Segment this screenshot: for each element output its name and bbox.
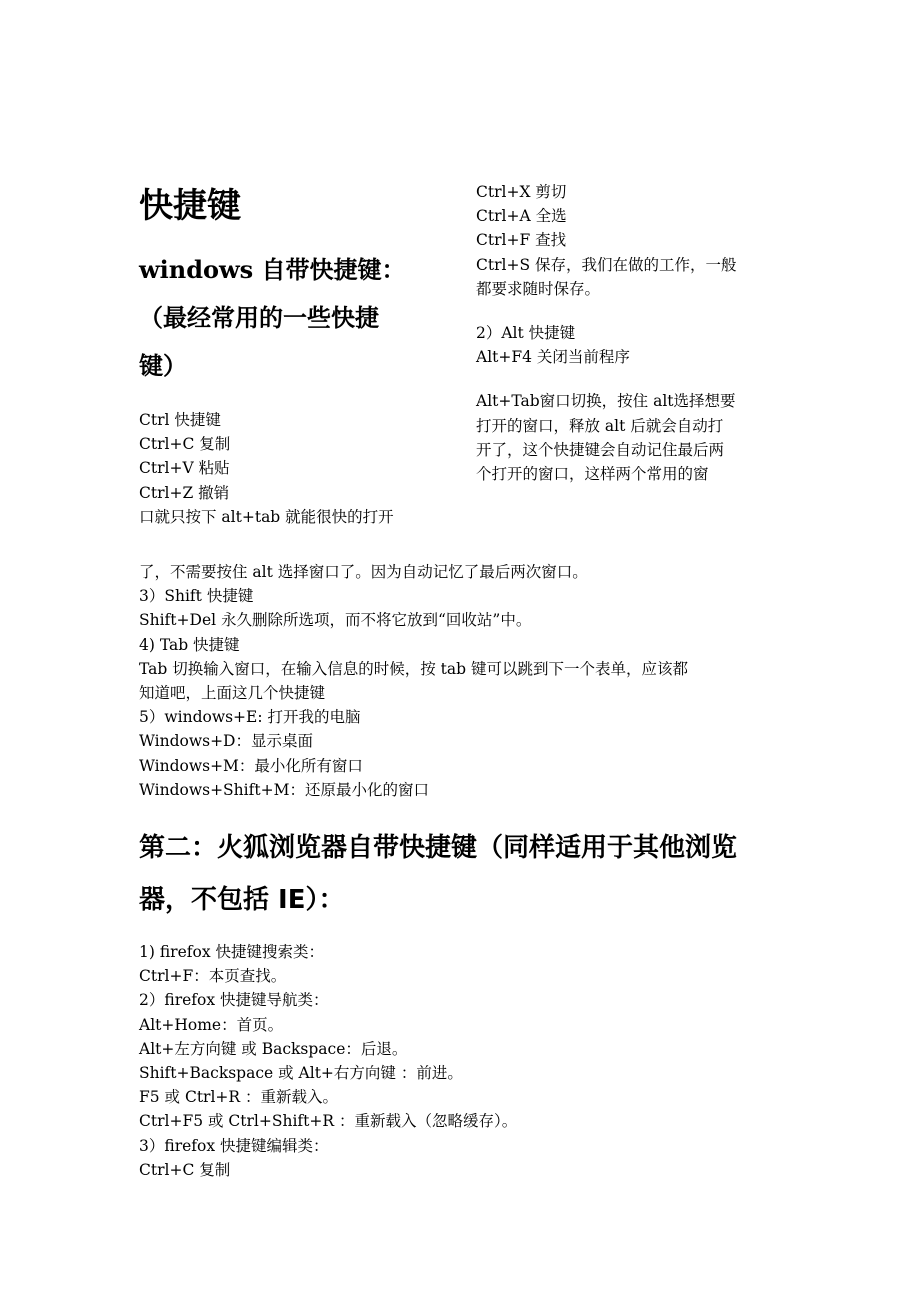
text-line: 4) Tab 快捷键 [139, 635, 240, 654]
section1-continued [139, 560, 799, 802]
page-title: 快捷键 [139, 186, 241, 226]
right-column [476, 180, 796, 486]
text-line: Alt+左方向键 或 Backspace：后退。 [139, 1039, 408, 1058]
text-line: Alt+Home：首页。 [139, 1015, 284, 1034]
section1-heading [139, 246, 459, 390]
firefox-shortcuts-list [139, 940, 799, 1182]
text-line: Ctrl+F5 或 Ctrl+Shift+R ：重新载入（忽略缓存）。 [139, 1112, 518, 1131]
section2-heading-line: 器，不包括 IE）： [139, 885, 345, 915]
text-line: Windows+Shift+M：还原最小化的窗口 [139, 780, 429, 799]
text-line: Ctrl 快捷键 [139, 411, 221, 429]
text-line: Ctrl+Z 撤销 [139, 483, 230, 502]
text-line: Shift+Del 永久删除所选项，而不将它放到“回收站”中。 [139, 611, 532, 630]
text-line: Ctrl+C 复制 [139, 1160, 231, 1179]
text-line: 打开的窗口，释放 alt 后就会自动打 [476, 416, 724, 435]
text-line: Ctrl+F 查找 [476, 231, 567, 250]
text-line: Alt+Tab窗口切换，按住 alt选择想要 [476, 392, 736, 411]
text-line: 都要求随时保存。 [476, 279, 601, 298]
ctrl-shortcuts-list [139, 408, 459, 529]
text-line: 3）Shift 快捷键 [139, 587, 254, 606]
text-line: Ctrl+A 全选 [476, 207, 567, 226]
section2-heading [139, 822, 799, 926]
text-line: Alt+F4 关闭当前程序 [476, 348, 630, 367]
text-line: Ctrl+V 粘贴 [139, 459, 230, 478]
text-line: Ctrl+F：本页查找。 [139, 967, 287, 986]
section1-heading-line: （最经常用的一些快捷 [139, 303, 379, 332]
text-line: Tab 切换输入窗口，在输入信息的时候，按 tab 键可以跳到下一个表单，应该都 [139, 659, 688, 678]
section1-heading-line: 键） [139, 351, 187, 380]
text-line: 2）Alt 快捷键 [476, 324, 576, 343]
text-line: 3）firefox 快捷键编辑类： [139, 1136, 329, 1155]
text-line: Ctrl+X 剪切 [476, 183, 567, 201]
text-line: 口就只按下 alt+tab 就能很快的打开 [139, 507, 394, 526]
text-line: 开了，这个快捷键会自动记住最后两 [476, 440, 725, 459]
text-line: 5）windows+E: 打开我的电脑 [139, 708, 361, 727]
text-line: 知道吧，上面这几个快捷键 [139, 684, 326, 703]
text-line: Ctrl+C 复制 [139, 435, 231, 454]
text-line: 2）firefox 快捷键导航类： [139, 991, 329, 1010]
section2-heading-line: 第二：火狐浏览器自带快捷键（同样适用于其他浏览 [139, 833, 738, 863]
text-line: F5 或 Ctrl+R ：重新载入。 [139, 1088, 339, 1107]
text-line: 个打开的窗口，这样两个常用的窗 [476, 465, 709, 484]
text-line: 了，不需要按住 alt 选择窗口了。因为自动记忆了最后两次窗口。 [139, 563, 588, 581]
text-line: Shift+Backspace 或 Alt+右方向键 ：前进。 [139, 1064, 463, 1083]
ctrl-shortcuts-continued [476, 180, 796, 301]
text-line: Windows+D：显示桌面 [139, 732, 313, 751]
section1-heading-line: windows 自带快捷键： [139, 255, 406, 284]
alt-shortcuts [476, 321, 796, 369]
alt-tab-description [476, 389, 796, 486]
text-line: Windows+M：最小化所有窗口 [139, 756, 363, 775]
text-line: 1) firefox 快捷键搜索类： [139, 943, 324, 961]
text-line: Ctrl+S 保存，我们在做的工作，一般 [476, 255, 737, 274]
left-column [139, 180, 459, 529]
